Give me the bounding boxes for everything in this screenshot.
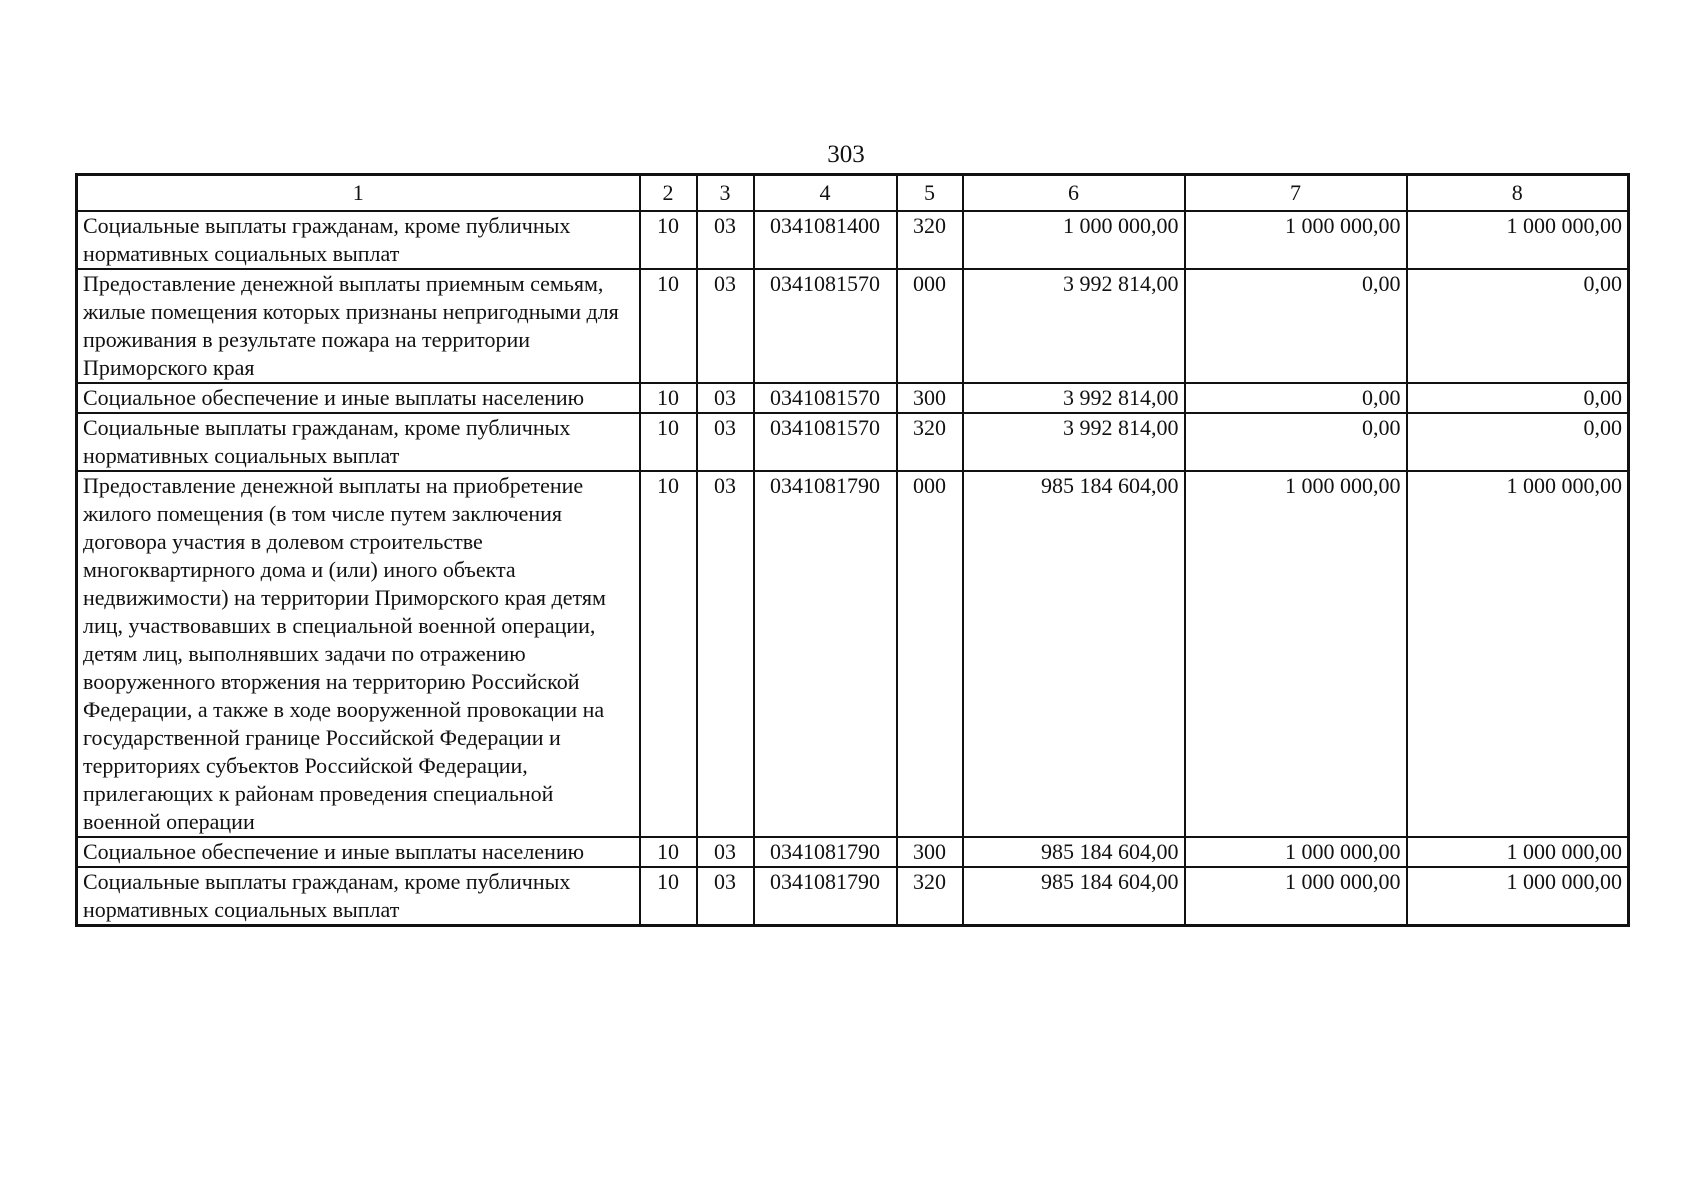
- column-header: 2: [640, 175, 697, 212]
- amount-cell-8: 1 000 000,00: [1407, 471, 1629, 837]
- subsection-code-cell: 03: [697, 211, 754, 269]
- subsection-code-cell: 03: [697, 269, 754, 383]
- column-header: 6: [963, 175, 1185, 212]
- target-article-cell: 0341081570: [754, 413, 897, 471]
- amount-cell-6: 985 184 604,00: [963, 837, 1185, 867]
- amount-cell-7: 0,00: [1185, 383, 1407, 413]
- amount-cell-8: 0,00: [1407, 383, 1629, 413]
- target-article-cell: 0341081790: [754, 867, 897, 926]
- target-article-cell: 0341081570: [754, 383, 897, 413]
- amount-cell-8: 1 000 000,00: [1407, 211, 1629, 269]
- amount-cell-6: 985 184 604,00: [963, 867, 1185, 926]
- row-name-cell: Социальное обеспечение и иные выплаты населению: [77, 383, 640, 413]
- row-name-cell: Социальные выплаты гражданам, кроме публичных нормативных социальных выплат: [77, 413, 640, 471]
- section-code-cell: 10: [640, 383, 697, 413]
- row-name-cell: Социальные выплаты гражданам, кроме публичных нормативных социальных выплат: [77, 211, 640, 269]
- row-name-cell: Социальные выплаты гражданам, кроме публичных нормативных социальных выплат: [77, 867, 640, 926]
- table-row: [77, 471, 1629, 837]
- column-header: 8: [1407, 175, 1629, 212]
- target-article-cell: 0341081790: [754, 471, 897, 837]
- expense-type-cell: 320: [897, 867, 963, 926]
- subsection-code-cell: 03: [697, 383, 754, 413]
- amount-cell-7: 1 000 000,00: [1185, 211, 1407, 269]
- expense-type-cell: 000: [897, 269, 963, 383]
- subsection-code-cell: 03: [697, 413, 754, 471]
- amount-cell-7: 1 000 000,00: [1185, 837, 1407, 867]
- expense-type-cell: 300: [897, 837, 963, 867]
- section-code-cell: 10: [640, 413, 697, 471]
- row-name-cell: Предоставление денежной выплаты на приобретение жилого помещения (в том числе путем заключения договора участия в долевом строительстве многоквартирного дома и (или) иного объекта недвижимости) на территории Приморского края детям лиц, участвовавших в специальной военной операции, детям лиц, выполнявших задачи по отражению вооруженного вторжения на территорию Российской Федерации, а также в ходе вооруженной провокации на государственной границе Российской Федерации и территориях субъектов Российской Федерации, прилегающих к районам проведения специальной военной операции: [77, 471, 640, 837]
- amount-cell-7: 1 000 000,00: [1185, 471, 1407, 837]
- expense-type-cell: 320: [897, 413, 963, 471]
- amount-cell-6: 3 992 814,00: [963, 269, 1185, 383]
- table-row: [77, 413, 1629, 471]
- page-number: 303: [827, 141, 865, 168]
- table-row: [77, 383, 1629, 413]
- column-header: 1: [77, 175, 640, 212]
- row-name-cell: Предоставление денежной выплаты приемным семьям, жилые помещения которых признаны непригодными для проживания в результате пожара на территории Приморского края: [77, 269, 640, 383]
- header-row: [77, 175, 1629, 212]
- amount-cell-8: 1 000 000,00: [1407, 867, 1629, 926]
- section-code-cell: 10: [640, 269, 697, 383]
- section-code-cell: 10: [640, 837, 697, 867]
- amount-cell-8: 0,00: [1407, 269, 1629, 383]
- target-article-cell: 0341081570: [754, 269, 897, 383]
- target-article-cell: 0341081400: [754, 211, 897, 269]
- expense-type-cell: 300: [897, 383, 963, 413]
- column-header: 4: [754, 175, 897, 212]
- section-code-cell: 10: [640, 211, 697, 269]
- column-header: 5: [897, 175, 963, 212]
- expense-type-cell: 320: [897, 211, 963, 269]
- amount-cell-7: 1 000 000,00: [1185, 867, 1407, 926]
- subsection-code-cell: 03: [697, 837, 754, 867]
- column-header: 7: [1185, 175, 1407, 212]
- table-row: [77, 211, 1629, 269]
- expense-type-cell: 000: [897, 471, 963, 837]
- subsection-code-cell: 03: [697, 867, 754, 926]
- amount-cell-6: 3 992 814,00: [963, 413, 1185, 471]
- budget-table: [75, 173, 1630, 927]
- amount-cell-7: 0,00: [1185, 269, 1407, 383]
- section-code-cell: 10: [640, 867, 697, 926]
- column-header: 3: [697, 175, 754, 212]
- subsection-code-cell: 03: [697, 471, 754, 837]
- amount-cell-6: 1 000 000,00: [963, 211, 1185, 269]
- target-article-cell: 0341081790: [754, 837, 897, 867]
- section-code-cell: 10: [640, 471, 697, 837]
- amount-cell-7: 0,00: [1185, 413, 1407, 471]
- table-row: [77, 867, 1629, 926]
- amount-cell-8: 0,00: [1407, 413, 1629, 471]
- row-name-cell: Социальное обеспечение и иные выплаты населению: [77, 837, 640, 867]
- amount-cell-8: 1 000 000,00: [1407, 837, 1629, 867]
- amount-cell-6: 985 184 604,00: [963, 471, 1185, 837]
- amount-cell-6: 3 992 814,00: [963, 383, 1185, 413]
- table-row: [77, 269, 1629, 383]
- table-row: [77, 837, 1629, 867]
